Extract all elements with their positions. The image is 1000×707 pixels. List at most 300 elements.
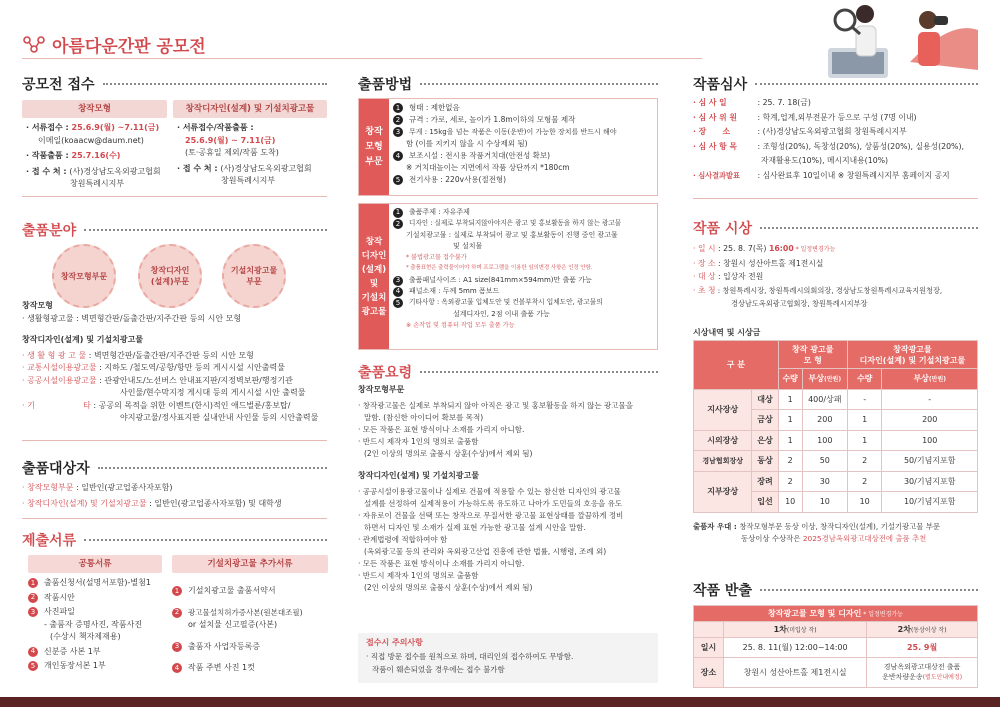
method-text: 기설치광고물 : 실제로 부착되어 광고 및 홍보활동이 진행 중인 광고물 [406, 230, 618, 239]
num-2: 2 [393, 115, 403, 125]
guide-line: · 반드시 제작자 1인의 명의로 출품함 [358, 437, 479, 446]
review-row [693, 111, 983, 126]
cell [802, 451, 847, 472]
row-val: 25.7.16(수) [71, 151, 121, 160]
cell-text: 운반차량운송 [882, 673, 923, 681]
section-guide-title: 출품요령 [358, 365, 413, 381]
row-val: 25.6.9(월) ~7.11(금) [71, 123, 160, 132]
circle-label: 창작디자인 (설계)부문 [150, 266, 190, 286]
row-val: : 창원특례시장, 창원특례시의회의장, 경상남도창원특례시교육지원청장, [715, 285, 943, 295]
row-val: : 일반인(광고업종사자포함) [73, 483, 173, 492]
cell-text: 1 [787, 394, 793, 404]
cell-text: 1 [862, 415, 868, 425]
cell-text: 2 [787, 476, 793, 486]
method-text: 함 (이를 지키지 않을 시 수상제외 됨) [406, 139, 528, 148]
cell [882, 410, 978, 431]
docs-col2-list [172, 585, 328, 675]
guide-line: (옥외광고물 등의 관리와 옥외광고산업 진흥에 관한 법률, 시행령, 조례 외) [364, 547, 607, 556]
section-field-title: 출품분야 [22, 223, 77, 239]
table-row [694, 471, 978, 492]
row-key: · 심 사 일 [693, 98, 727, 107]
cell-text: - [863, 394, 867, 404]
row-key: · 심 사 항 목 [693, 141, 737, 151]
row-key: · 장 소 [693, 127, 731, 136]
row-val: : 관광안내도/노선버스 안내표지판/지정벽보판/행정기관 [96, 375, 293, 385]
docs-col1 [28, 555, 162, 673]
cell [847, 410, 882, 431]
divider [22, 196, 327, 197]
method-box2-label: 창작 디자인 (설계) 및 기설치 광고물 [359, 204, 389, 349]
th-text: 창작 광고물 모 형 [792, 344, 834, 365]
cell-note: (별도안내예정) [922, 674, 963, 681]
field-row [22, 412, 332, 425]
row-key: · 접 수 처 : [177, 163, 221, 173]
circle-label: 기설치광고물 부문 [230, 266, 278, 286]
cell-text: 경남옥외광고대상전 출품 [883, 663, 961, 671]
doc-item [172, 641, 328, 654]
bonus-line [693, 533, 983, 545]
cell-group [694, 451, 752, 472]
section-method [358, 74, 658, 94]
th-unit: (만원) [824, 376, 842, 384]
cell-text: 장소 [700, 668, 717, 677]
guide-line: (2인 이상의 명의로 출품시 상훈(수상)에서 제외 됨) [364, 583, 533, 592]
contest-col1-head: 창작모형 [22, 100, 167, 118]
bonus-highlight: 2025경남옥외광고대상전에 출품 추천 [802, 534, 927, 543]
method-box2-list [389, 204, 625, 349]
field-rows [22, 350, 332, 425]
cell [847, 451, 882, 472]
num-4: 4 [393, 151, 403, 161]
row-key: · 작품출품 : [26, 151, 72, 160]
field-h1: 창작모형 [22, 301, 53, 310]
row-val: 창원특례시지부 [70, 179, 125, 188]
method-item [393, 102, 617, 114]
cell-text: 400/상패 [808, 394, 842, 404]
cell [778, 430, 802, 451]
cell [778, 451, 802, 472]
cell-grade [752, 471, 778, 492]
method-text: 전기사용 : 220v사용(절전형) [409, 175, 507, 184]
table-row [694, 389, 978, 410]
cell-text: 30/기념지포함 [903, 476, 956, 486]
method-text: 형태 : 제한없음 [409, 103, 460, 112]
ret-title: 창작광고물 모형 및 디자인 [768, 609, 862, 618]
num-5: 5 [393, 175, 403, 185]
method-box2 [358, 203, 658, 350]
field-details [22, 300, 332, 425]
cell-text: 지사장상 [707, 405, 739, 414]
cell-text: 50/기념지포함 [903, 456, 956, 466]
ret-place-key [694, 658, 724, 688]
cell [882, 492, 978, 513]
num-4: 4 [393, 287, 403, 297]
award-table-title: 시상내역 및 시상금 [693, 328, 761, 337]
cell-text: 1 [862, 435, 868, 445]
cell-grade [752, 451, 778, 472]
table-row [694, 430, 978, 451]
cell-text: 2 [862, 476, 868, 486]
prize-table [693, 340, 978, 513]
guide-line: · 모든 작품은 표현 방식이나 소재를 가리지 아니함. [358, 425, 525, 434]
ret-title-note: * 일정변경가능 [861, 611, 903, 618]
guide-line: · 모든 작품은 표현 방식이나 소재를 가리지 아니함. [358, 559, 525, 568]
guide-note-line: 작품이 훼손되었을 경우에는 접수 불가함 [372, 664, 505, 674]
method-text: 패널소재 : 두께 5mm 폼보드 [409, 287, 500, 296]
guide-line: · 관계법령에 적합하여야 함 [358, 535, 448, 544]
field-h2: 창작디자인(설계) 및 기설치광고물 [22, 335, 144, 344]
section-target [22, 458, 327, 478]
prize-head-row [694, 341, 978, 369]
cell-text: 금상 [757, 415, 773, 425]
num-1: 1 [28, 578, 38, 588]
award-info [693, 242, 983, 311]
method-item [393, 174, 617, 186]
table-row [694, 658, 978, 688]
th-text: 부상 [913, 374, 929, 384]
method-text: 출품패널사이즈 : A1 size(841mm×594mm)만 출품 가능 [409, 275, 592, 284]
section-target-title: 출품대상자 [22, 461, 90, 477]
section-method-title: 출품방법 [358, 77, 413, 93]
num-2: 2 [28, 593, 38, 603]
row-key: · 창작모형부문 [22, 483, 74, 492]
num-1: 1 [393, 208, 403, 218]
th-qty [778, 369, 802, 390]
row-key: · 심 사 위 원 [693, 112, 737, 122]
target-list [22, 482, 332, 510]
award-note: * 일정변경가능 [793, 246, 836, 253]
num-3: 3 [28, 607, 38, 617]
contest-col1-row [26, 166, 167, 179]
row-key: · 대 상 [693, 272, 716, 281]
field-circle-installed [222, 244, 286, 308]
method-text: 출품주제 : 자유주제 [409, 208, 470, 216]
field-row [22, 350, 332, 363]
ret-first-text: 1차 [773, 625, 787, 634]
th-text: 수량 [782, 374, 798, 384]
num-2: 2 [172, 608, 182, 618]
docs-col2 [172, 555, 328, 675]
method-text: 무게 : 15kg을 넘는 작품은 이동(운반)이 가능한 장치를 반드시 해야 [409, 128, 617, 136]
method-box1-label: 창작 모형 부문 [359, 99, 389, 195]
method-item [393, 114, 617, 126]
contest-col1-list [22, 122, 167, 191]
cell [802, 430, 847, 451]
guide-note-box [358, 633, 658, 683]
section-docs [22, 530, 327, 550]
guide-h2: 창작디자인(설계) 및 기설치광고물 [358, 471, 480, 480]
docs-col1-head: 공통서류 [28, 555, 162, 573]
th-model [778, 341, 847, 369]
method-text: 및 설치물 [453, 241, 483, 250]
contest-col2-row [177, 135, 327, 148]
ret-second [867, 622, 978, 638]
cell-text: 100 [922, 435, 938, 445]
ret-d1 [724, 638, 867, 658]
method-text: 디자인 : 실제로 부착되지않아야지은 광고 및 홍보활동을 하지 않는 광고물 [409, 219, 622, 228]
contest-col2-head: 창작디자인(설계) 및 기설치광고물 [173, 100, 327, 118]
row-key: · 서류접수 : [26, 123, 72, 132]
cell-text: 25. 8. 11(월) 12:00~14:00 [742, 643, 848, 652]
contest-col1-row [26, 150, 167, 163]
row-val: 사인물/현수막지정 게시대 등의 게시시설 시안 출력물 [120, 388, 306, 397]
num-5: 5 [393, 298, 403, 308]
method-item [393, 297, 621, 308]
section-field [22, 220, 327, 240]
row-val: : 학계,업계,외부전문가 등으로 구성 (7명 이내) [755, 112, 917, 122]
cell [778, 389, 802, 410]
cell [882, 451, 978, 472]
th-qty [847, 369, 882, 390]
row-val: 25.6.9(월) ~ 7.11(금) [185, 135, 276, 145]
section-docs-title: 제출서류 [22, 533, 77, 549]
doc-item [28, 646, 162, 659]
num-3: 3 [172, 642, 182, 652]
contest-col2 [173, 100, 327, 188]
table-row [694, 638, 978, 658]
method-note: * 출품표현은 출력물이어야 하며 프로그램을 이용한 임의변경 사항은 인정 안함. [406, 265, 593, 272]
row-val: : 일반인(광고업종사자포함) 및 대학생 [146, 498, 282, 508]
num-4: 4 [172, 663, 182, 673]
section-award [693, 218, 978, 238]
row-key: · 공공시설이용광고물 [22, 375, 97, 385]
circle-label: 창작모형부문 [60, 271, 108, 281]
cell [847, 389, 882, 410]
method-item [393, 150, 617, 162]
cell-text: 200 [922, 415, 938, 425]
row-val: : 지하도 /철도역/공항/항만 등의 게시시설 시안출력물 [96, 363, 285, 372]
ret-p1 [724, 658, 867, 688]
method-item [393, 207, 621, 218]
num-1: 1 [172, 586, 182, 596]
section-return-title: 작품 반출 [693, 583, 752, 599]
method-text: 규격 : 가로, 세로, 높이가 1.8m이하의 모형물 제작 [409, 115, 576, 124]
ret-first-note: (미입상 작) [786, 627, 817, 634]
cell-text: 2 [862, 456, 868, 466]
row-val: : 창원시 성산아트홀 제1전시실 [715, 258, 824, 268]
row-key: · 기 타 [22, 400, 91, 410]
ret-p2 [867, 658, 978, 688]
cell-text: 10 [819, 497, 830, 507]
row-key: · 일 시 [693, 244, 716, 253]
method-note: * 불법광고물 접수불가 [406, 254, 467, 262]
field-circle-design [138, 244, 202, 308]
cell-text: 시의장상 [707, 435, 739, 445]
contest-col1-row [26, 122, 167, 135]
field-row [22, 362, 332, 375]
cell-text: 일시 [700, 643, 717, 652]
cell-text: 입선 [757, 497, 773, 507]
th-prize [802, 369, 847, 390]
return-table-wrap [693, 605, 978, 688]
contest-col2-row [177, 147, 327, 160]
cell [802, 389, 847, 410]
section-contest [22, 74, 327, 94]
section-review [693, 74, 978, 94]
method-item [393, 286, 621, 297]
guide-line: 설계를 선정하여 실제적용이 가능하도록 유도하고 나아가 도민들의 호응을 유도 [364, 499, 623, 508]
award-row [693, 270, 983, 284]
method-item [393, 218, 621, 229]
cell-text: 100 [817, 435, 833, 445]
header [22, 32, 206, 57]
doc-text: - 출품자 증명사진, 작품사진 [44, 619, 143, 629]
cell [778, 471, 802, 492]
award-bonus [693, 521, 983, 545]
guide-body [358, 384, 660, 594]
num-3: 3 [393, 127, 403, 137]
row-key: · 심사결과발표 [693, 170, 740, 180]
cell-text: 10/기념지포함 [903, 497, 956, 507]
ret-head-row [694, 622, 978, 638]
guide-line: 하면서 디자인 및 소재가 실제 표현 가능한 광고물 설계 시안을 말함. [364, 523, 586, 532]
row-val: 경상남도옥외광고협회장, 창원특례시지부장 [731, 299, 868, 308]
doc-item [28, 577, 162, 590]
cell-text: 경남협회장상 [702, 456, 743, 465]
cell-text: 1 [787, 435, 793, 445]
divider [22, 440, 327, 441]
method-text: ※ 거치대높이는 지면에서 작품 상단까지 *180cm [406, 163, 570, 172]
doc-item [172, 585, 328, 598]
cell [802, 492, 847, 513]
field-circle-model [52, 244, 116, 308]
cell-text: 지부장상 [707, 487, 739, 496]
cell-text: 1 [787, 415, 793, 425]
cell-text: 25. 9월 [906, 643, 938, 652]
divider [22, 518, 327, 519]
guide-line: · 공공시설이용광고물이나 실제로 건물에 적용할 수 있는 참신한 디자인의 광고물 [358, 487, 621, 496]
row-key: · 창작디자인(설계) 및 기설치광고물 [22, 498, 147, 508]
th-prize [882, 369, 978, 390]
row-key: · 서류접수/작품출품 : [177, 123, 254, 132]
doc-text: 출품신청서(설명서포함)-별첨1 [44, 578, 151, 587]
cell [847, 492, 882, 513]
doc-text: 작품시안 [44, 592, 75, 602]
table-row [694, 451, 978, 472]
field-l1: · 생활형광고물 : 벽면형간판/돌출간판/지주간판 등의 시안 모형 [22, 313, 242, 323]
doc-text: or 설치물 신고필증(사본) [188, 620, 278, 629]
doc-item [28, 592, 162, 605]
section-guide [358, 362, 658, 382]
doc-text: 사진파일 [44, 607, 75, 616]
cell [778, 492, 802, 513]
cell-text: 2 [787, 456, 793, 466]
return-table [693, 605, 978, 688]
cell-text: 10 [859, 497, 870, 507]
ret-title-cell [694, 606, 978, 622]
row-val: (토·공휴일 제외/작품 도착) [185, 148, 279, 157]
contest-col1 [22, 100, 167, 191]
cell-grade [752, 410, 778, 431]
review-list [693, 96, 983, 183]
row-val: : 조형성(20%), 독창성(20%), 상품성(20%), 실용성(20%), [755, 141, 964, 151]
th-text: 구 분 [726, 360, 745, 370]
row-val: 야지광고물/정사표지판 실내안내 사인물 등의 시안출력물 [120, 413, 319, 422]
method-box1 [358, 98, 658, 196]
ret-first [724, 622, 867, 638]
cell-text: 대상 [757, 394, 773, 404]
cell-text: 은상 [757, 435, 773, 445]
guide-note-title: 접수시 주의사항 [366, 638, 423, 647]
cell [882, 430, 978, 451]
method-item [393, 126, 617, 138]
footer-bar [0, 697, 1000, 707]
doc-text: 광고물설치허가증사본(원본대조필) [188, 607, 303, 617]
row-key: · 교통시설이용광고물 [22, 363, 97, 372]
row-key: · 접 수 처 : [26, 166, 70, 176]
num-2: 2 [393, 219, 403, 229]
num-5: 5 [28, 661, 38, 671]
cell-grade [752, 492, 778, 513]
contest-col1-row [26, 135, 167, 148]
method-note: ※ 손작업 및 컴퓨터 작업 모두 출품 가능 [406, 321, 515, 329]
cell-grade [752, 430, 778, 451]
bonus-key: 출품자 우대 : [693, 522, 740, 531]
target-row [22, 482, 332, 495]
doc-text: 출품자 사업자등록증 [188, 641, 261, 651]
guide-line: · 자유로이 건물을 선택 또는 창작으로 무질서한 광고물 표현상태를 깔끔하게 정비 [358, 511, 624, 520]
doc-text: 신분증 사본 1부 [44, 646, 101, 656]
doc-item [28, 606, 162, 619]
row-val: 창원특례시지부 [221, 176, 276, 185]
contest-col2-row [177, 163, 327, 176]
row-val: 이메일(koaacw@daum.net) [38, 135, 144, 145]
cell-text: 창원시 성산아트홀 제1전시실 [743, 668, 847, 677]
bonus-line [693, 521, 983, 533]
cell-group [694, 471, 752, 512]
logo-icon [22, 35, 46, 55]
award-row [693, 257, 983, 271]
doc-item [28, 660, 162, 673]
row-val: : 25. 7. 18(금) [755, 98, 811, 107]
doc-text: 개인동장서본 1부 [44, 661, 106, 670]
cell-text: - [928, 394, 932, 404]
ret-empty [694, 622, 724, 638]
row-val: 자재활용도(10%), 메시지내용(10%) [761, 156, 889, 165]
doc-text: 기설치광고물 출품서약서 [188, 586, 276, 595]
cell-text: 30 [819, 476, 830, 486]
cell [847, 430, 882, 451]
cell [802, 471, 847, 492]
th-gubun [694, 341, 779, 390]
guide-line: · 반드시 제작자 1인의 명의로 출품함 [358, 571, 479, 580]
row-val: : 공공의 목적을 위한 이벤트(한시)적인 애드벌룬/홍보탑/ [90, 400, 291, 410]
header-rule [22, 58, 702, 59]
ret-d2 [867, 638, 978, 658]
num-4: 4 [28, 647, 38, 657]
ret-second-text: 2차 [897, 625, 911, 634]
cell-text: 동상 [757, 456, 773, 466]
cell [882, 471, 978, 492]
ret-second-note: (동상이상 작) [910, 627, 947, 634]
review-row [693, 169, 983, 184]
method-text: 보조시설 : 전시용 작품거치대(안전성 확보) [409, 151, 551, 160]
th-design [847, 341, 977, 369]
doc-item [172, 607, 328, 620]
cell-text: 10 [785, 497, 796, 507]
row-val: : 벽면형간판/돌출간판/지주간판 등의 시안 모형 [86, 350, 254, 360]
doc-text: (수상시 책자제재용) [50, 632, 121, 641]
cell [882, 389, 978, 410]
bonus-val: 동상이상 수상작은 [741, 534, 803, 543]
th-unit: (만원) [928, 376, 946, 384]
contest-col2-row [177, 175, 327, 188]
cell-group [694, 389, 752, 430]
field-row [22, 387, 332, 400]
method-text: 설계디자인, 2점 이내 출품 가능 [453, 309, 550, 318]
row-val: : 25. 8. 7(목) [715, 244, 769, 253]
doc-item [172, 662, 328, 675]
